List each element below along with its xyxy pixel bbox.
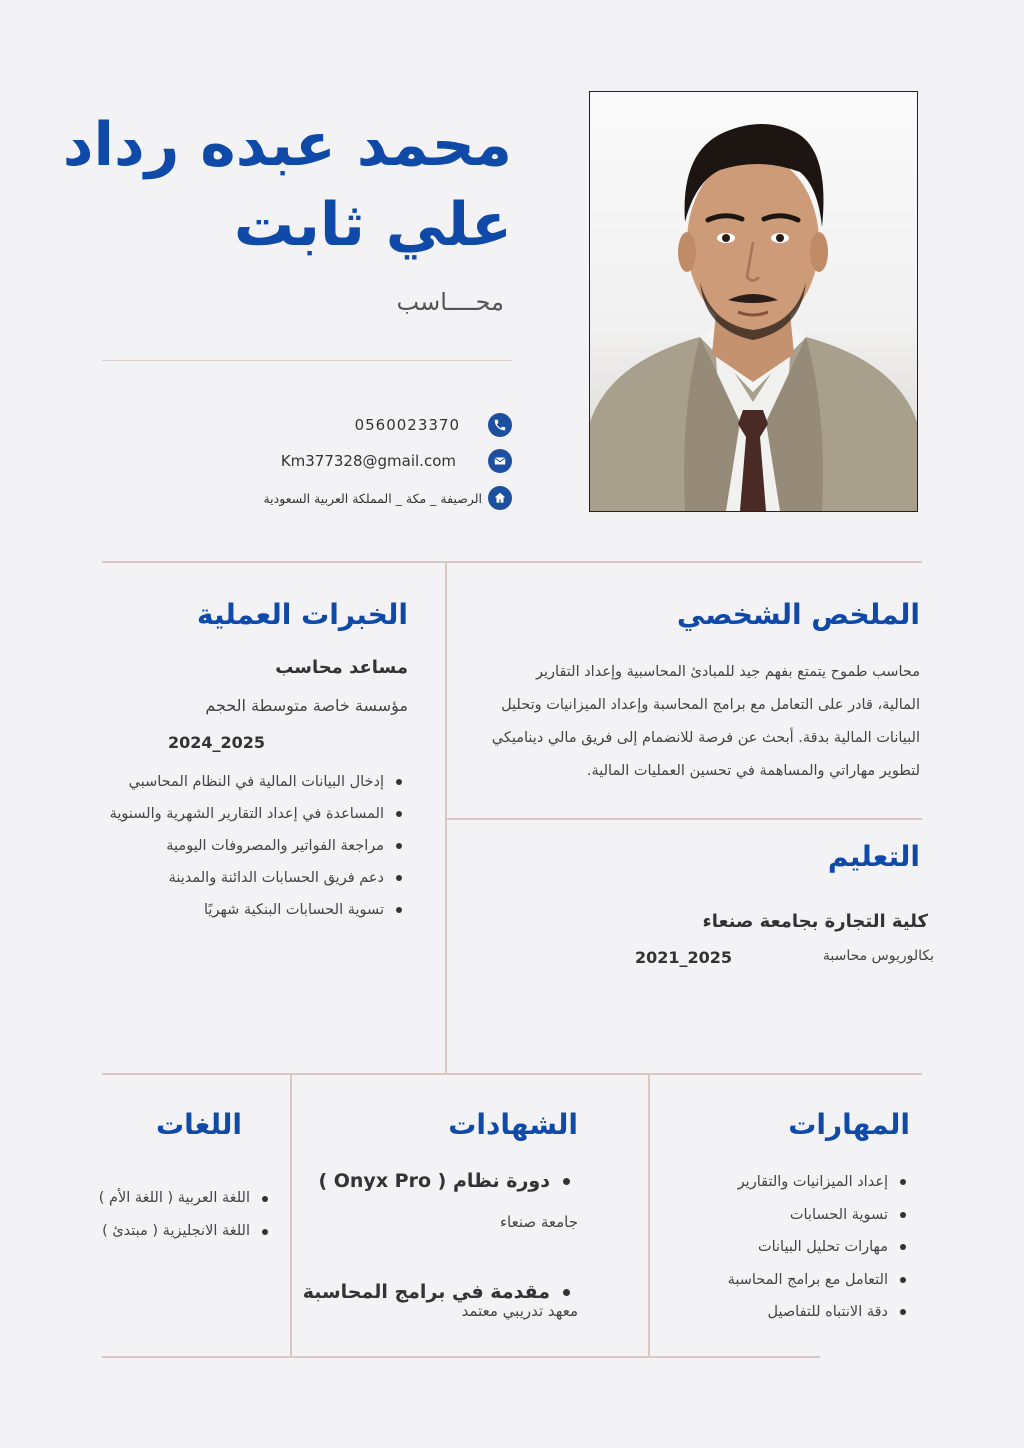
skills-title: المهارات — [788, 1108, 910, 1141]
contact-email: Km377328@gmail.com — [280, 452, 456, 470]
education-degree: بكالوريوس محاسبة — [822, 948, 934, 964]
contact-address: الرصيفة _ مكة _ المملكة العربية السعودية — [263, 490, 482, 506]
grid-line-top — [102, 561, 922, 563]
summary-text — [480, 656, 920, 788]
skill-item: التعامل مع برامج المحاسبة — [728, 1264, 888, 1297]
languages-list — [99, 1182, 250, 1248]
summary-title: الملخص الشخصي — [676, 598, 920, 631]
contact-phone: 0560023370 — [354, 416, 460, 434]
phone-icon — [488, 413, 512, 437]
skill-item: إعداد الميزانيات والتقارير — [728, 1166, 888, 1199]
education-years: 2021_2025 — [635, 948, 733, 967]
skill-item: مهارات تحليل البيانات — [728, 1231, 888, 1264]
experience-item: إدخال البيانات المالية في النظام المحاسبي — [110, 766, 384, 798]
language-item: اللغة العربية ( اللغة الأم ) — [99, 1182, 250, 1215]
grid-line-summary-bottom — [447, 818, 922, 820]
header-divider — [102, 360, 512, 361]
experience-item: دعم فريق الحسابات الدائنة والمدينة — [110, 862, 384, 894]
skill-item: دقة الانتباه للتفاصيل — [728, 1296, 888, 1329]
grid-line-bottom — [102, 1356, 820, 1358]
summary-line: لتطوير مهاراتي والمساهمة في تحسين العمليات المالية. — [586, 763, 920, 779]
home-icon — [488, 486, 512, 510]
experience-item: تسوية الحسابات البنكية شهريًا — [110, 894, 384, 926]
certificate-name: دورة نظام ( Onyx Pro ) — [0, 1170, 550, 1192]
mail-icon — [488, 449, 512, 473]
skill-item: تسوية الحسابات — [728, 1199, 888, 1232]
job-title: محــــاسب — [396, 288, 504, 316]
experience-item: المساعدة في إعداد التقارير الشهرية والسنوية — [110, 798, 384, 830]
experience-item: مراجعة الفواتير والمصروفات اليومية — [110, 830, 384, 862]
certificate-issuer: معهد تدريبي معتمد — [461, 1302, 578, 1320]
skills-list — [728, 1166, 888, 1329]
grid-line-languages-right — [290, 1073, 292, 1356]
name-line-2: علي ثابت — [233, 190, 512, 260]
contact-email-row — [281, 448, 512, 474]
grid-line-skills-left — [648, 1073, 650, 1356]
grid-line-lower — [102, 1073, 922, 1075]
profile-photo-illustration — [590, 92, 917, 511]
summary-line: البيانات المالية بدقة. أبحث عن فرصة للانضمام إلى فريق مالي ديناميكي — [491, 730, 920, 746]
experience-role: مساعد محاسب — [275, 657, 408, 678]
contact-address-row — [263, 485, 512, 511]
languages-title: اللغات — [156, 1108, 242, 1141]
experience-title: الخبرات العملية — [196, 598, 408, 631]
education-school: كلية التجارة بجامعة صنعاء — [702, 911, 928, 932]
language-item: اللغة الانجليزية ( مبتدئ ) — [99, 1215, 250, 1248]
summary-line: محاسب طموح يتمتع بفهم جيد للمبادئ المحاسبية وإعداد التقارير — [536, 664, 920, 680]
experience-years: 2024_2025 — [168, 733, 266, 752]
contact-phone-row — [355, 412, 512, 438]
grid-line-middle-vertical — [445, 561, 447, 1073]
experience-list — [110, 766, 384, 926]
education-title: التعليم — [827, 840, 920, 873]
experience-company: مؤسسة خاصة متوسطة الحجم — [205, 696, 408, 715]
summary-line: المالية، قادر على التعامل مع برامج المحاسبة وإعداد الميزانيات وتحليل — [501, 697, 920, 713]
profile-photo — [589, 91, 918, 512]
name-line-1: محمد عبده رداد — [62, 110, 512, 180]
certificate-issuer: جامعة صنعاء — [499, 1213, 578, 1231]
certificate-name: مقدمة في برامج المحاسبة — [0, 1281, 550, 1303]
certificates-title: الشهادات — [448, 1108, 578, 1141]
